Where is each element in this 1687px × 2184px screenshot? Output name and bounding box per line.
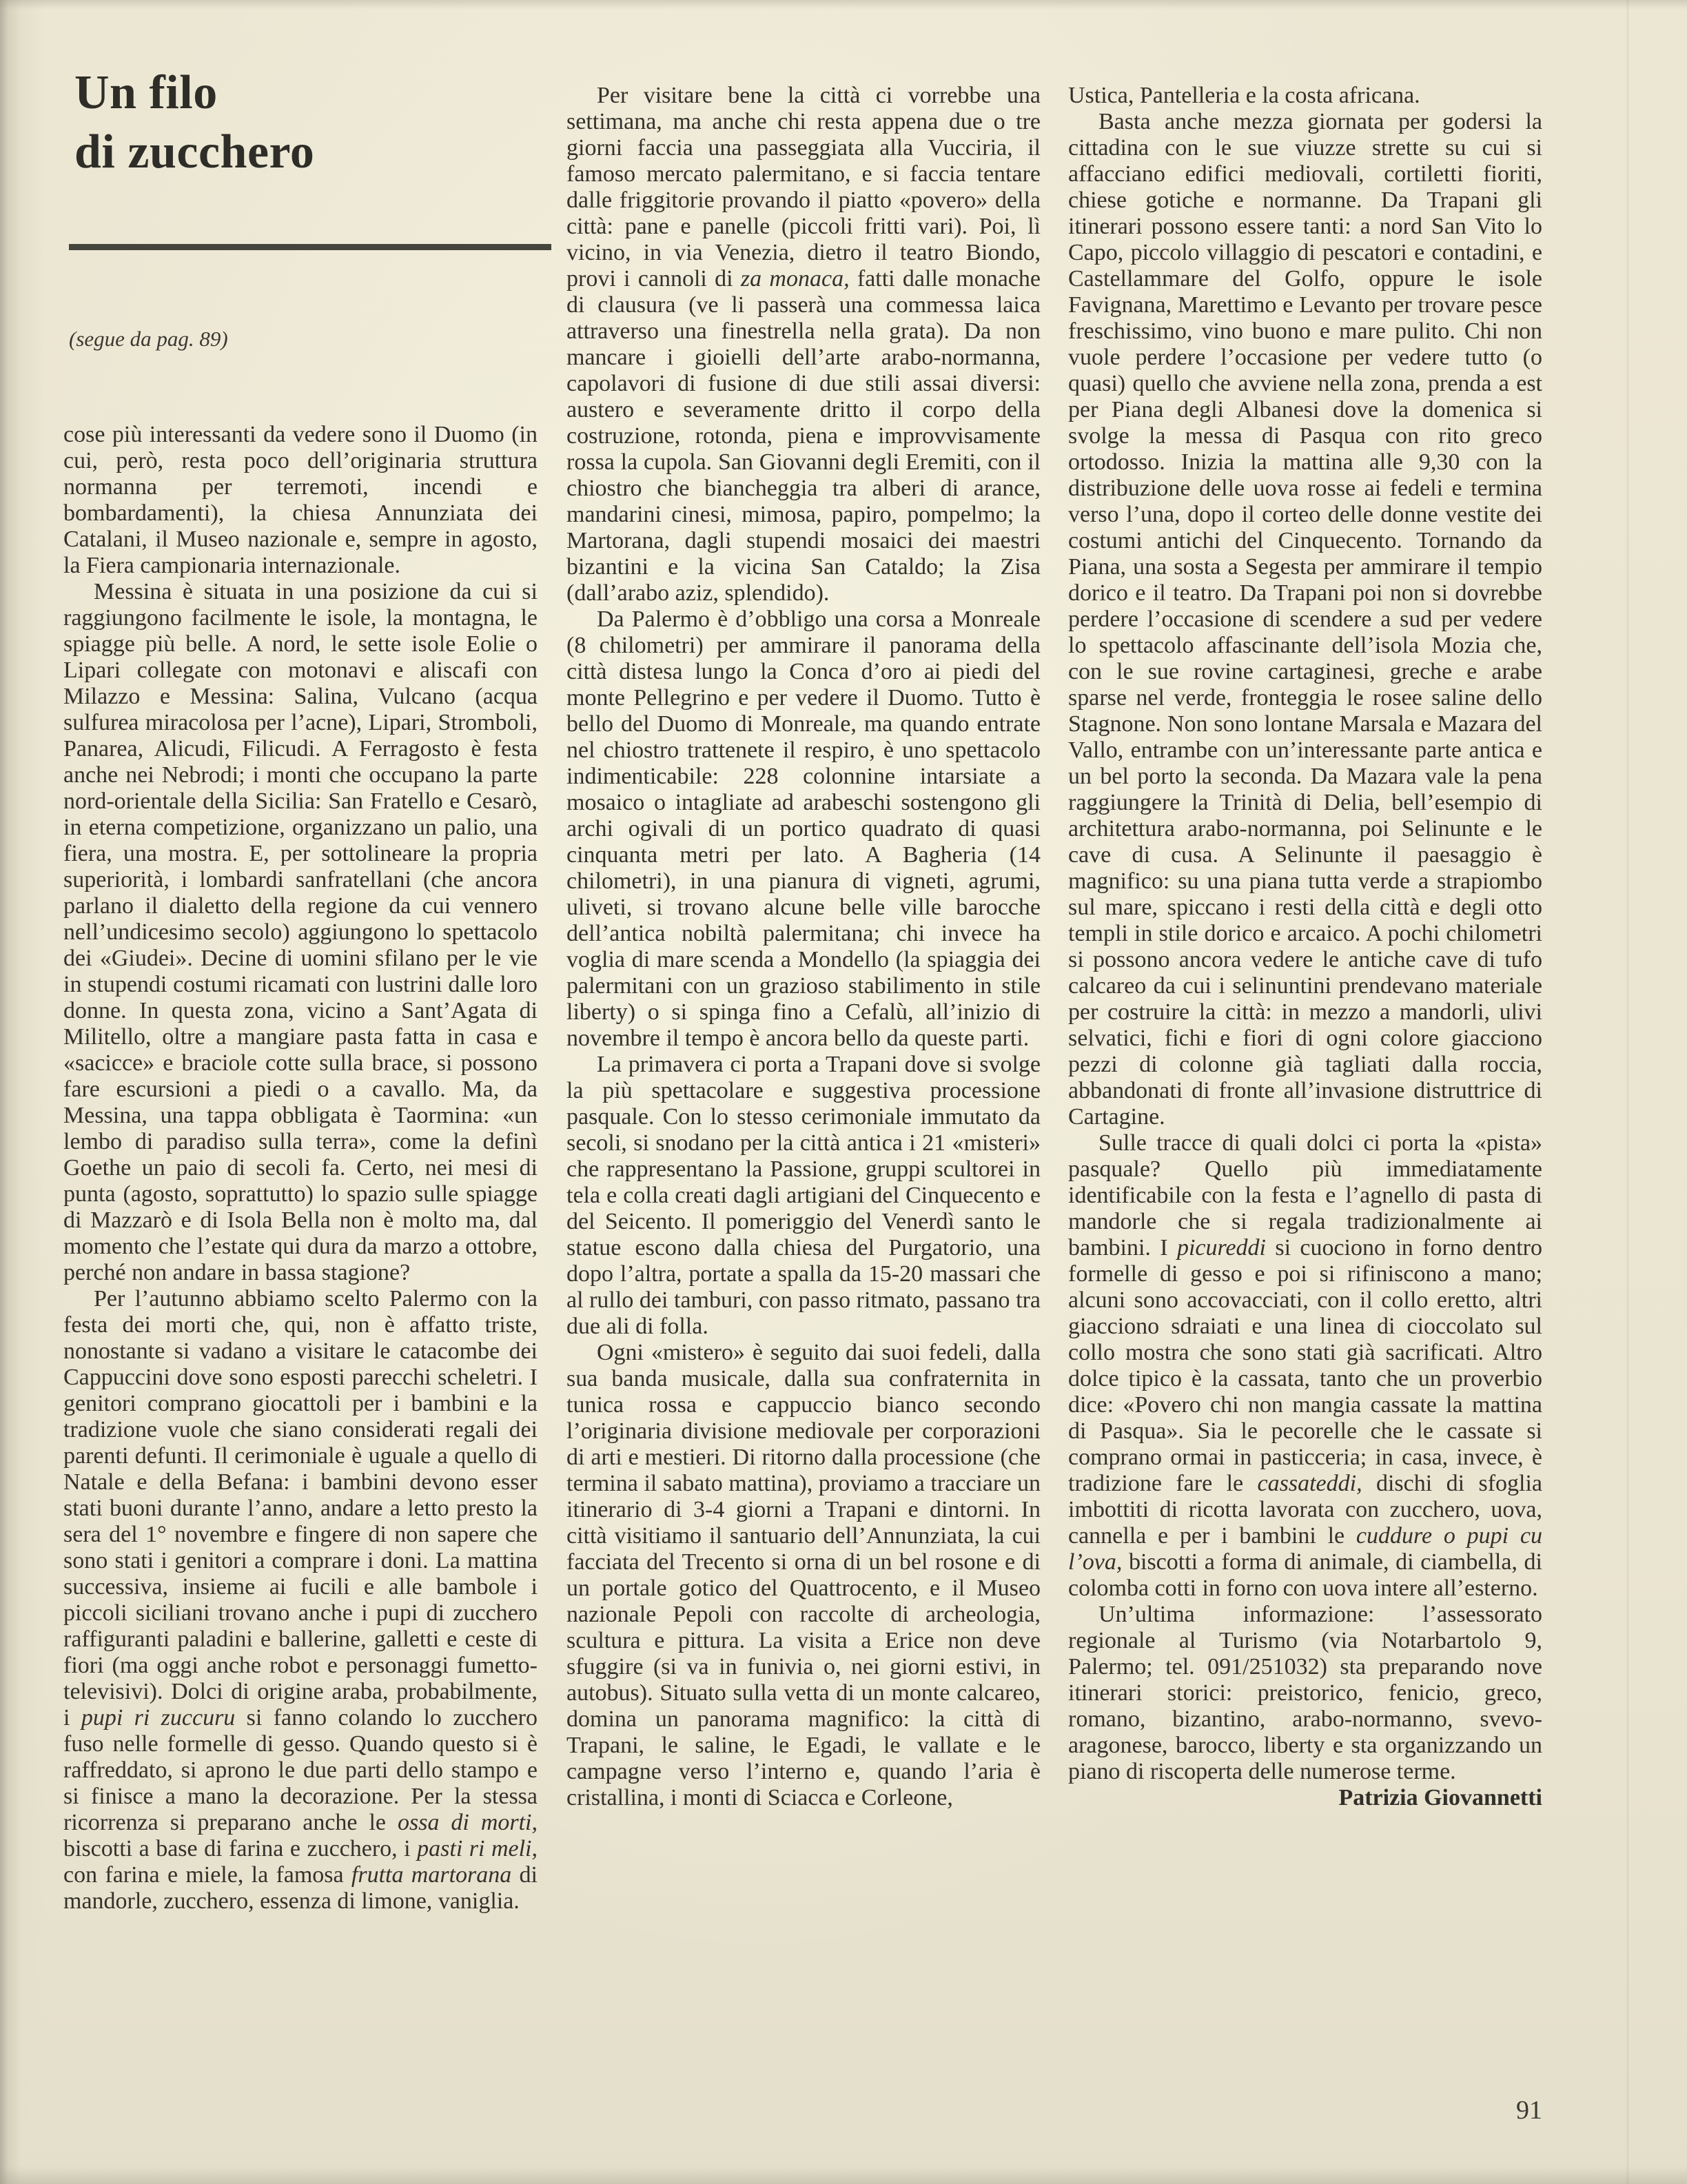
italic-term: picureddi [1176, 1235, 1266, 1261]
paragraph-text: di mandorle, zucchero, essenza di limone, vaniglia. [63, 1862, 538, 1914]
paragraph [566, 83, 1041, 606]
paragraph-text: Per l’autunno abbiamo scelto Palermo con la festa dei morti che, qui, non è affatto triste, nonostante si vadano a visitare le catacombe dei Cappuccini dove sono esposti parecchi scheletri. I genitori comprano giocattoli per i bambini e la tradizione vuole che siano considerati regali dei parenti defunti. Il cerimoniale è uguale a quello di Natale e della Befana: i bambini devono esser stati buoni durante l’anno, andare a letto presto la sera del 1° novembre e fingere di non sapere che sono stati i genitori a comprare i doni. La mattina successiva, insieme ai fucili e alle bambole i piccoli siciliani trovano anche i pupi di zucchero raffiguranti paladini e ballerine, galletti e ceste di fiori (ma oggi anche robot e personaggi fumetto-televisivi). Dolci di origine araba, probabilmente, i [63, 1286, 538, 1731]
paragraph-text: Ogni «mistero» è seguito dai suoi fedeli, dalla sua banda musicale, dalla sua confraternita in tunica rossa e cappuccio bianco secondo l’originaria divisione mediovale per corporazioni di arti e mestieri. Di ritorno dalla processione (che termina il sabato mattina), proviamo a tracciare un itinerario di 3-4 giorni a Trapani e dintorni. In città visitiamo il santuario dell’Annunziata, la cui facciata del Trecento si orna di un bel rosone e di un portale gotico del Quattrocento, e il Museo nazionale Pepoli con raccolte di archeologia, scultura e pittura. La visita a Erice non deve sfuggire (si va in funivia o, nei giorni estivi, in autobus). Situato sulla vetta di un monte calcareo, domina un panorama magnifico: la città di Trapani, le saline, le Egadi, le vallate e le campagne verso l’interno e, quando l’aria è cristallina, i monti di Sciacca e Corleone, [566, 1340, 1041, 1810]
text-column-1 [63, 422, 538, 1915]
paragraph-text: Ustica, Pantelleria e la costa africana. [1068, 83, 1420, 108]
paragraph-text: La primavera ci porta a Trapani dove si svolge la più spettacolare e suggestiva processione pasquale. Con lo stesso cerimoniale immutato da secoli, si snodano per la città antica i 21 «misteri» che rappresentano la Passione, gruppi scultorei in tela e colla creati dagli artigiani del Cinquecento e del Seicento. Il pomeriggio del Venerdì santo le statue escono dalla chiesa del Purgatorio, una dopo l’altra, portate a spalla da 15-20 massari che al rullo dei tamburi, con passo ritmato, passano tra due ali di folla. [566, 1052, 1041, 1339]
paragraph-text: biscotti a base di farina e zucchero, i [63, 1836, 418, 1861]
italic-term: pupi ri zuccuru [81, 1705, 236, 1731]
page-left-edge-shadow [0, 0, 44, 2184]
paragraph-text: Sulle tracce di quali dolci ci porta la «pista» pasquale? Quello più immediatamente identificabile con la festa e l’agnello di pasta di mandorle che si regala tradizionalmente ai bambini. I [1068, 1130, 1542, 1261]
page-bottom-edge-shadow [0, 2166, 1687, 2184]
paragraph [1068, 83, 1542, 109]
paragraph [1068, 1130, 1542, 1602]
paragraph [1068, 109, 1542, 1130]
italic-term: ossa di morti, [397, 1810, 538, 1835]
italic-term: frutta martorana [351, 1862, 512, 1888]
paragraph-text: cose più interessanti da vedere sono il Duomo (in cui, però, resta poco dell’originaria struttura normanna per terremoti, incendi e bombardamenti), la chiesa Annunziata dei Catalani, il Museo nazionale e, sempre in agosto, la Fiera campionaria internazionale. [63, 422, 538, 578]
paragraph [566, 606, 1041, 1052]
paragraph [1068, 1602, 1542, 1785]
italic-term: pasti ri meli, [417, 1836, 538, 1861]
paragraph-text: si fanno colando lo zucchero fuso nelle formelle di gesso. Quando questo si è raffreddato, si aprono le due parti dello stampo e si finisce a mano la decorazione. Per la stessa ricorrenza si preparano anche le [63, 1705, 538, 1835]
article-header [74, 63, 557, 182]
paragraph-text: con farina e miele, la famosa [63, 1862, 351, 1888]
page-top-edge-shadow [0, 0, 1687, 10]
title-line-2: di zucchero [74, 125, 315, 178]
italic-term: cuddure o pupi cu l’ova, [1068, 1523, 1542, 1575]
text-column-3 [1068, 83, 1542, 1811]
paragraph [63, 422, 538, 579]
paragraph-text: biscotti a forma di animale, di ciambella, di colomba cotti in forno con uova intere all’esterno. [1068, 1549, 1542, 1601]
paragraph-text: fatti dalle monache di clausura (ve li passerà una commessa laica attraverso una finestrella nella grata). Da non mancare i gioielli dell’arte arabo-normanna, capolavori di fusione di due stili assai diversi: austero e severamente dritto il corpo della costruzione, rotonda, piena e improvvisamente rossa la cupola. San Giovanni degli Eremiti, con il chiostro che biancheggia tra alberi di arance, mandarini cinesi, mimosa, papiro, pompelmo; la Martorana, dagli stupendi mosaici dei maestri bizantini e la vicina San Cataldo; la Zisa (dall’arabo aziz, splendido). [566, 266, 1041, 606]
paragraph-text: dischi di sfoglia imbottiti di ricotta lavorata con zucchero, uova, cannella e per i bambini le [1068, 1471, 1543, 1549]
paragraph [63, 1286, 538, 1915]
article-title [74, 63, 557, 182]
paragraph-text: Un’ultima informazione: l’assessorato regionale al Turismo (via Notarbartolo 9, Palermo; tel. 091/251032) sta preparando nove itinerari storici: preistorico, fenicio, greco, romano, bizantino, arabo-normanno, svevo-aragonese, barocco, liberty e sta organizzando un piano di riscoperta delle numerose terme. [1068, 1602, 1542, 1784]
paragraph-text: Per visitare bene la città ci vorrebbe una settimana, ma anche chi resta appena due o tre giorni faccia una passeggiata alla Vucciria, il famoso mercato palermitano, e si faccia tentare dalle friggitorie provando il piatto «povero» della città: pane e panelle (piccoli fritti vari). Poi, lì vicino, in via Venezia, dietro il teatro Biondo, provi i cannoli di [566, 83, 1041, 292]
paper-fold-line [1626, 0, 1629, 2184]
paragraph [63, 579, 538, 1286]
paragraph [566, 1340, 1041, 1811]
paragraph-text: Messina è situata in una posizione da cui si raggiungono facilmente le isole, la montagna, le spiagge più belle. A nord, le sette isole Eolie o Lipari collegate con motonavi e aliscafi con Milazzo e Messina: Salina, Vulcano (acqua sulfurea miracolosa per l’acne), Lipari, Stromboli, Panarea, Alicudi, Filicudi. A Ferragosto è festa anche nei Nebrodi; i monti che occupano la parte nord-orientale della Sicilia: San Fratello e Cesarò, in eterna competizione, organizzano un palio, una fiera, una mostra. E, per sottolineare la propria superiorità, i lombardi sanfratellani (che ancora parlano il dialetto della regione da cui vennero nell’undicesimo secolo) aggiungono lo spettacolo dei «Giudei». Decine di uomini sfilano per le vie in stupendi costumi ricamati con lustrini dalle loro donne. In questa zona, vicino a Sant’Agata di Militello, oltre a mangiare pasta fatta in casa e «sacicce» e braciole cotte sulla brace, si possono fare escursioni a piedi o a cavallo. Ma, da Messina, una tappa obbligata è Taormina: «un lembo di paradiso sulla terra», come la definì Goethe un paio di secoli fa. Certo, nei mesi di punta (agosto, soprattutto) lo spazio sulle spiagge di Mazzarò e di Isola Bella non è molto ma, dal momento che l’estate qui dura da marzo a ottobre, perché non andare in bassa stagione? [63, 579, 538, 1285]
paragraph-text: Da Palermo è d’obbligo una corsa a Monreale (8 chilometri) per ammirare il panorama della città distesa lungo la Conca d’oro ai piedi del monte Pellegrino e per vedere il Duomo. Tutto è bello del Duomo di Monreale, ma quando entrate nel chiostro trattenete il respiro, è uno spettacolo indimenticabile: 228 colonnine intarsiate a mosaico o intagliate ad arabeschi sostengono gli archi ogivali di un portico quadrato di quasi cinquanta metri per lato. A Bagheria (14 chilometri), in una pianura di vigneti, agrumi, uliveti, si trovano alcune belle ville barocche dell’antica nobiltà palermitana; chi invece ha voglia di mare scenda a Mondello (la spiaggia dei palermitani con un grazioso stabilimento in stile liberty) o si spinga fino a Cefalù, all’inizio di novembre il tempo è ancora bello da queste parti. [566, 606, 1041, 1051]
title-line-1: Un filo [74, 66, 218, 119]
paragraph-text: Basta anche mezza giornata per godersi la cittadina con le sue viuzze strette su cui si affacciano edifici mediovali, cortiletti fioriti, chiese gotiche e normanne. Da Trapani gli itinerari possono essere tanti: a nord San Vito lo Capo, piccolo villaggio di pescatori e contadini, e Castellammare del Golfo, oppure le isole Favignana, Marettimo e Levanto per trovare pesce freschissimo, vino buono e mare pulito. Chi non vuole perdere l’occasione per vedere tutto (o quasi) quello che avviene nella zona, prenda a est per Piana degli Albanesi dove la domenica si svolge la messa di Pasqua con rito greco ortodosso. Inizia la mattina alle 9,30 con la distribuzione delle uova rosse ai fedeli e termina verso l’una, dopo il corteo delle donne vestite dei costumi antichi del Cinquecento. Tornando da Piana, una sosta a Segesta per ammirare il tempio dorico e il teatro. Da Trapani poi non si dovrebbe perdere l’occasione di scendere a sud per vedere lo spettacolo affascinante dell’isola Mozia che, con le sue rovine cartaginesi, greche e arabe sparse nel verde, fronteggia le rosee saline dello Stagnone. Non sono lontane Marsala e Mazara del Vallo, entrambe con un’interessante parte antica e un bel porto la seconda. Da Mazara vale la pena raggiungere la Trinità di Delia, bell’esempio di architettura arabo-normanna, poi Selinunte e le cave di cusa. A Selinunte il paesaggio è magnifico: su una piana tutta verde a strapiombo sul mare, spiccano i resti della città e degli otto templi in stile dorico e arcaico. A pochi chilometri si possono ancora vedere le antiche cave di tufo calcareo da cui i selinuntini prendevano materiale per costruire la città: in mezzo a mandorli, ulivi selvatici, fichi e fiori di ogni colore giacciono pezzi di colonne già tagliati dalla roccia, abbandonati di fronte all’invasione distruttrice di Cartagine. [1068, 109, 1542, 1130]
italic-term: za monaca, [740, 266, 850, 292]
continuation-note: (segue da pag. 89) [69, 327, 228, 351]
text-column-2 [566, 83, 1041, 1811]
title-rule [69, 244, 551, 250]
italic-term: cassateddi, [1257, 1471, 1362, 1496]
paragraph-text: si cuociono in forno dentro formelle di gesso e poi si rifiniscono a mano; alcuni sono accovacciati, con il collo eretto, altri giacciono sdraiati e una linea di cioccolato sul collo mostra che sono stati già sacrificati. Altro dolce tipico è la cassata, tanto che un proverbio dice: «Povero chi non mangia cassate la mattina di Pasqua». Sia le pecorelle che le cassate si comprano ormai in pasticceria; in casa, invece, è tradizione fare le [1068, 1235, 1542, 1496]
page-number: 91 [1516, 2096, 1542, 2125]
author-byline: Patrizia Giovannetti [1338, 1785, 1542, 1810]
paragraph [566, 1052, 1041, 1340]
